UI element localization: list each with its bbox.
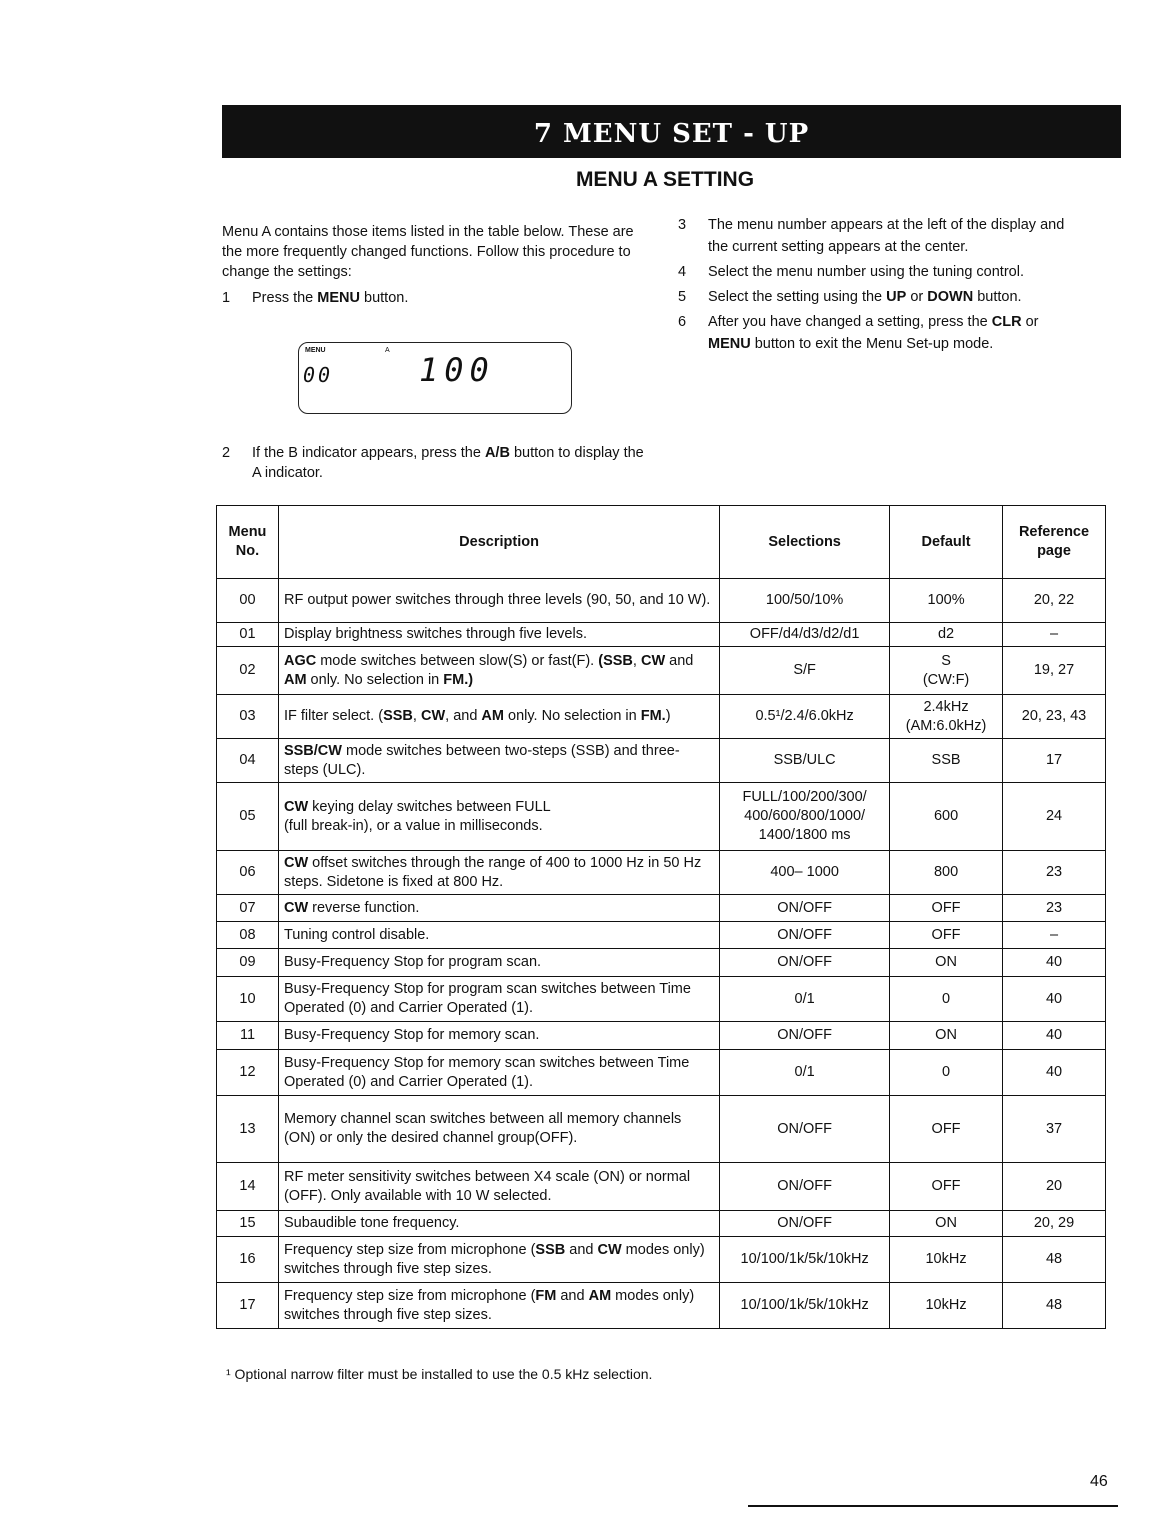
table-row [217,623,1106,647]
selections-cell: 0/1 [720,1050,890,1096]
lcd-channel: 00 [303,363,334,387]
step-3: 3 The menu number appears at the left of the display and the current setting appears at the center. [678,214,1078,258]
description-cell: Frequency step size from microphone (SSB and CW modes only) switches through five step sizes. [278,1237,719,1283]
description-cell: Busy-Frequency Stop for program scan switches between Time Operated (0) and Carrier Operated (1). [278,977,719,1022]
menu-number-cell: 11 [217,1022,279,1050]
reference-page-cell: – [1003,922,1106,949]
menu-number-cell: 00 [217,579,279,623]
description-cell: IF filter select. (SSB, CW, and AM only. No selection in FM.) [278,695,719,739]
selections-cell: OFF/d4/d3/d2/d1 [720,623,890,647]
table-row [217,1283,1106,1329]
reference-page-cell: 24 [1003,783,1106,851]
menu-number-cell: 05 [217,783,279,851]
selections-cell: S/F [720,647,890,695]
table-row [217,977,1106,1022]
table-row [217,695,1106,739]
reference-page-cell: 23 [1003,895,1106,922]
table-header-row [217,506,1106,579]
description-cell: Tuning control disable. [278,922,719,949]
default-cell: 10kHz [890,1283,1003,1329]
menu-number-cell: 09 [217,949,279,977]
description-cell: Busy-Frequency Stop for program scan. [278,949,719,977]
selections-cell: SSB/ULC [720,739,890,783]
chapter-banner: 7 MENU SET - UP [222,105,1121,158]
menu-number-cell: 17 [217,1283,279,1329]
description-cell: AGC mode switches between slow(S) or fast(F). (SSB, CW and AM only. No selection in FM.) [278,647,719,695]
table-row [217,579,1106,623]
step-text: After you have changed a setting, press the CLR or MENU button to exit the Menu Set-up mode. [708,314,1039,352]
table-row [217,1237,1106,1283]
selections-cell: ON/OFF [720,1163,890,1211]
table-row [217,783,1106,851]
reference-page-cell: 19, 27 [1003,647,1106,695]
selections-cell: ON/OFF [720,1211,890,1237]
menu-number-cell: 08 [217,922,279,949]
menu-number-cell: 06 [217,851,279,895]
left-column [222,222,652,311]
lcd-display-illustration [298,342,572,414]
reference-page-cell: 23 [1003,851,1106,895]
reference-page-cell: 40 [1003,949,1106,977]
header-default: Default [890,506,1003,579]
description-cell: Frequency step size from microphone (FM and AM modes only) switches through five step sizes. [278,1283,719,1329]
menu-number-cell: 07 [217,895,279,922]
default-cell: S (CW:F) [890,647,1003,695]
reference-page-cell: 20 [1003,1163,1106,1211]
step-text: Press the MENU button. [252,290,409,306]
intro-text: Menu A contains those items listed in the table below. These are the more frequently changed functions. Follow this procedure to change the settings: [222,224,634,280]
selections-cell: 0.5¹/2.4/6.0kHz [720,695,890,739]
description-cell: SSB/CW mode switches between two-steps (SSB) and three-steps (ULC). [278,739,719,783]
right-column [678,214,1078,358]
step-text: Select the setting using the UP or DOWN button. [708,289,1022,305]
lcd-menu-label: MENU [305,347,326,354]
default-cell: 0 [890,1050,1003,1096]
description-cell: CW reverse function. [278,895,719,922]
selections-cell: 0/1 [720,977,890,1022]
default-cell: 10kHz [890,1237,1003,1283]
reference-page-cell: 40 [1003,1050,1106,1096]
footer-rule [748,1505,1118,1507]
default-cell: OFF [890,1096,1003,1163]
default-cell: OFF [890,1163,1003,1211]
step-6: 6 After you have changed a setting, press the CLR or MENU button to exit the Menu Set-up mode. [678,311,1078,355]
menu-number-cell: 12 [217,1050,279,1096]
default-cell: ON [890,1211,1003,1237]
step-5: 5 Select the setting using the UP or DOWN button. [678,286,1078,308]
default-cell: 800 [890,851,1003,895]
menu-number-cell: 04 [217,739,279,783]
selections-cell: 100/50/10% [720,579,890,623]
reference-page-cell: 20, 29 [1003,1211,1106,1237]
description-cell: RF meter sensitivity switches between X4 scale (ON) or normal (OFF). Only available with 10 W selected. [278,1163,719,1211]
step-text: If the B indicator appears, press the A/B button to display the A indicator. [252,445,644,481]
table-row [217,922,1106,949]
table-row [217,1096,1106,1163]
reference-page-cell: 40 [1003,977,1106,1022]
selections-cell: ON/OFF [720,922,890,949]
menu-a-table [216,505,1106,1329]
default-cell: OFF [890,895,1003,922]
step-text: Select the menu number using the tuning control. [708,264,1024,280]
default-cell: d2 [890,623,1003,647]
step-2: 2 If the B indicator appears, press the A/B button to display the A indicator. [222,443,652,483]
reference-page-cell: 37 [1003,1096,1106,1163]
selections-cell: FULL/100/200/300/ 400/600/800/1000/ 1400/1800 ms [720,783,890,851]
default-cell: ON [890,1022,1003,1050]
reference-page-cell: 40 [1003,1022,1106,1050]
description-cell: Busy-Frequency Stop for memory scan switches between Time Operated (0) and Carrier Operated (1). [278,1050,719,1096]
lcd-value: 100 [419,351,495,389]
selections-cell: ON/OFF [720,1022,890,1050]
default-cell: 0 [890,977,1003,1022]
description-cell: Memory channel scan switches between all memory channels (ON) or only the desired channel group(OFF). [278,1096,719,1163]
step-1: 1 Press the MENU button. [222,290,409,306]
selections-cell: 10/100/1k/5k/10kHz [720,1237,890,1283]
step-4: 4 Select the menu number using the tuning control. [678,261,1078,283]
header-menu-no: Menu No. [217,506,279,579]
default-cell: OFF [890,922,1003,949]
selections-cell: ON/OFF [720,949,890,977]
description-cell: CW offset switches through the range of 400 to 1000 Hz in 50 Hz steps. Sidetone is fixed at 800 Hz. [278,851,719,895]
table-row [217,949,1106,977]
menu-number-cell: 15 [217,1211,279,1237]
header-reference-page: Reference page [1003,506,1106,579]
menu-number-cell: 01 [217,623,279,647]
menu-number-cell: 14 [217,1163,279,1211]
reference-page-cell: – [1003,623,1106,647]
selections-cell: ON/OFF [720,1096,890,1163]
default-cell: SSB [890,739,1003,783]
reference-page-cell: 20, 22 [1003,579,1106,623]
reference-page-cell: 17 [1003,739,1106,783]
step-text: The menu number appears at the left of the display and the current setting appears at the center. [708,217,1065,255]
footnote: ¹ Optional narrow filter must be installed to use the 0.5 kHz selection. [226,1366,653,1382]
menu-number-cell: 13 [217,1096,279,1163]
description-cell: Display brightness switches through five levels. [278,623,719,647]
table-row [217,647,1106,695]
header-selections: Selections [720,506,890,579]
table-row [217,1163,1106,1211]
header-description: Description [278,506,719,579]
selections-cell: 400– 1000 [720,851,890,895]
default-cell: 600 [890,783,1003,851]
default-cell: ON [890,949,1003,977]
table-row [217,895,1106,922]
step-2-block [222,443,652,486]
selections-cell: ON/OFF [720,895,890,922]
section-title: MENU A SETTING [575,168,755,191]
table-row [217,1022,1106,1050]
default-cell: 100% [890,579,1003,623]
table-row [217,851,1106,895]
table-row [217,739,1106,783]
reference-page-cell: 48 [1003,1283,1106,1329]
table-row [217,1211,1106,1237]
selections-cell: 10/100/1k/5k/10kHz [720,1283,890,1329]
lcd-band-indicator: A [385,347,390,354]
default-cell: 2.4kHz (AM:6.0kHz) [890,695,1003,739]
menu-number-cell: 03 [217,695,279,739]
menu-number-cell: 10 [217,977,279,1022]
reference-page-cell: 48 [1003,1237,1106,1283]
menu-number-cell: 16 [217,1237,279,1283]
description-cell: Busy-Frequency Stop for memory scan. [278,1022,719,1050]
table-row [217,1050,1106,1096]
description-cell: Subaudible tone frequency. [278,1211,719,1237]
description-cell: CW keying delay switches between FULL (full break-in), or a value in milliseconds. [278,783,719,851]
description-cell: RF output power switches through three levels (90, 50, and 10 W). [278,579,719,623]
page-number: 46 [1090,1473,1108,1490]
reference-page-cell: 20, 23, 43 [1003,695,1106,739]
menu-number-cell: 02 [217,647,279,695]
